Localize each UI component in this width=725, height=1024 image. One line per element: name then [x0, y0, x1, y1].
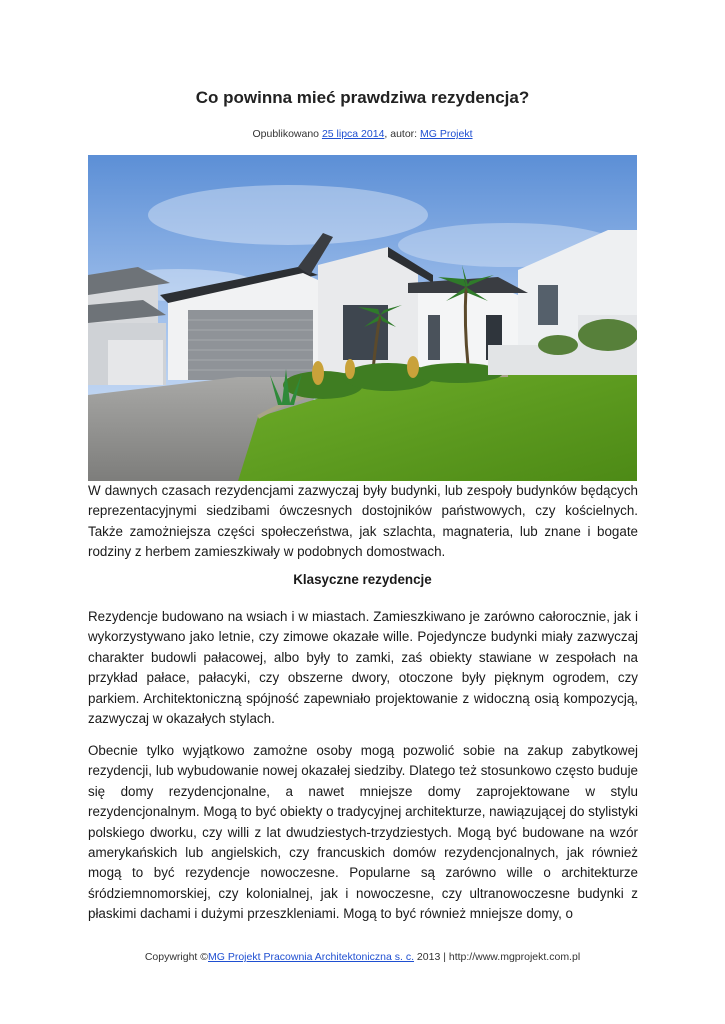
meta-author-prefix: , autor: [384, 128, 421, 140]
footer-suffix: 2013 | http://www.mgprojekt.com.pl [414, 951, 581, 963]
article-title: Co powinna mieć prawdziwa rezydencja? [195, 88, 530, 107]
paragraph-2: Obecnie tylko wyjątkowo zamożne osoby mogą pozwolić sobie na zakup zabytkowej rezydencji, lub wybudowanie nowej okazałej siedziby. Dlatego też stosunkowo często buduje się domy rezydencjonalne, a nawet mniejsze domy zaprojektowane w stylu rezydencjonalnym. Mogą to być obiekty o tradycyjnej architekturze, nawiązującej do stylistyki polskiego dworku, czy willi z lat dwudziestych-trzydziestych. Mogą być budowane na wzór amerykańskich lub angielskich, czy francuskich domów rezydencjonalnych, jak również mogą to być rezydencje nowoczesne. Popularne są zarówno wille o architekturze śródziemnomorskiej, czy kolonialnej, jak i nowoczesne, czy ultranowoczesne budynki z płaskimi dachami i dużymi przeszkleniami. Mogą to być również mniejsze domy, o [88, 743, 639, 922]
paragraph-1: Rezydencje budowano na wsiach i w miastach. Zamieszkiwano je zarówno całorocznie, jak i wykorzystywano jako letnie, czy zimowe okazałe wille. Pojedyncze budynki miały zazwyczaj charakter budowli pałacowej, albo były to zamki, zaś obiekty stawiane w zespołach na przykład pałace, pałacyki, czy obszerne dwory, otoczone były pięknym ogrodem, czy parkiem. Architektoniczną spójność zapewniało projektowanie z widoczną osią kompozycją, zazwyczaj w okazałych stylach. [88, 609, 638, 727]
house-photo-icon [88, 155, 637, 481]
author-link[interactable]: MG Projekt [420, 128, 473, 140]
section-heading: Klasyczne rezydencje [293, 572, 432, 587]
footer [0, 951, 725, 963]
date-link[interactable]: 25 lipca 2014 [321, 128, 385, 140]
meta-prefix: Opublikowano [252, 128, 322, 140]
article-meta [0, 128, 725, 140]
house-photo [88, 155, 637, 481]
intro-paragraph: W dawnych czasach rezydencjami zazwyczaj były budynki, lub zespoły budynków będących reprezentacyjnymi siedzibami ówczesnych dostojników państwowych, czy kościelnych. Także zamożniejsza części społeczeństwa, jak szlachta, magnateria, lub znane i bogate rodziny z herbem zamieszkiwały w podobnych domostwach. [88, 483, 638, 560]
footer-prefix: Copywright © [144, 951, 209, 963]
footer-company-link[interactable]: MG Projekt Pracownia Architektoniczna s. c. [208, 951, 415, 963]
